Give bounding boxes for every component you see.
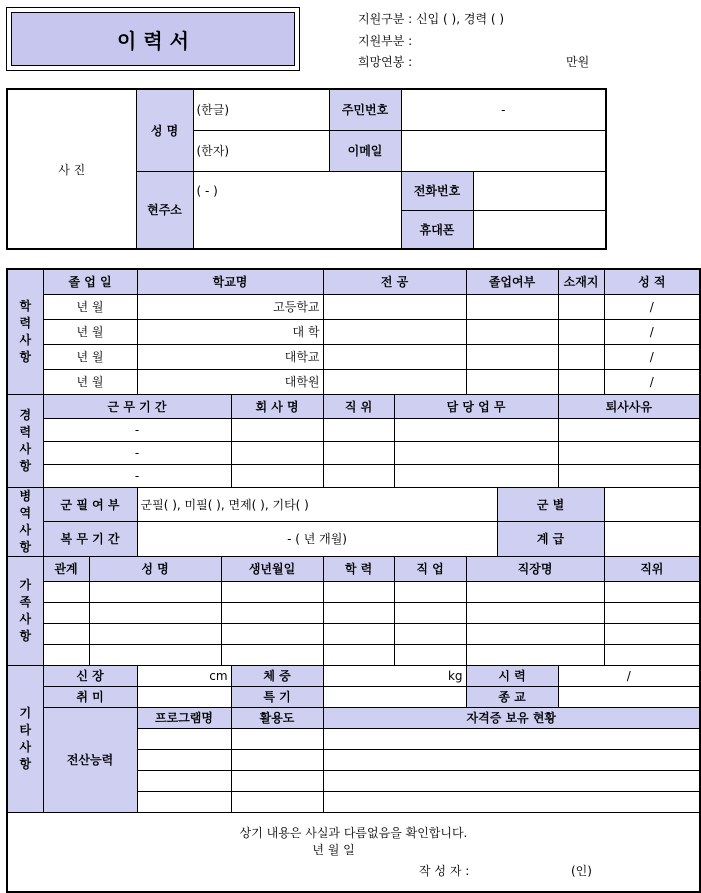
religion-label: 종 교	[466, 686, 558, 707]
usage-cell[interactable]	[231, 770, 323, 791]
career-company-2[interactable]	[231, 464, 323, 487]
family-cell[interactable]	[221, 602, 323, 623]
edu-major-1[interactable]	[323, 319, 466, 344]
edu-header-location: 소재지	[558, 269, 604, 294]
edu-status-2[interactable]	[466, 344, 558, 369]
education-section-label: 학 력 사 항	[19, 298, 32, 364]
career-header-duty: 담 당 업 무	[394, 394, 558, 418]
family-cell[interactable]	[89, 602, 221, 623]
edu-header-date: 졸 업 일	[43, 269, 137, 294]
family-cell[interactable]	[394, 644, 466, 665]
hanja-field[interactable]: (한자)	[193, 130, 329, 171]
edu-header-school: 학교명	[137, 269, 323, 294]
career-duty-1[interactable]	[394, 441, 558, 464]
military-rank-field[interactable]	[604, 522, 700, 557]
edu-grade-0[interactable]: /	[604, 294, 700, 319]
career-position-0[interactable]	[323, 418, 394, 441]
edu-status-3[interactable]	[466, 369, 558, 394]
family-cell[interactable]	[604, 623, 700, 644]
phone-field[interactable]	[473, 171, 606, 210]
edu-date-1[interactable]: 년 월	[43, 319, 137, 344]
edu-status-0[interactable]	[466, 294, 558, 319]
edu-grade-1[interactable]: /	[604, 319, 700, 344]
family-cell[interactable]	[604, 602, 700, 623]
military-branch-field[interactable]	[604, 487, 700, 522]
family-header-birth: 생년월일	[221, 556, 323, 581]
vision-label: 시 력	[466, 665, 558, 686]
family-cell[interactable]	[466, 644, 604, 665]
cert-header: 자격증 보유 현황	[323, 707, 700, 728]
other-section-label: 기 타 사 항	[19, 705, 32, 771]
salary-unit: 만원	[566, 55, 590, 69]
usage-cell[interactable]	[231, 791, 323, 812]
career-duty-0[interactable]	[394, 418, 558, 441]
family-cell[interactable]	[43, 644, 89, 665]
edu-grade-2[interactable]: /	[604, 344, 700, 369]
family-cell[interactable]	[221, 581, 323, 602]
cert-cell[interactable]	[323, 749, 700, 770]
mobile-label: 휴대폰	[401, 210, 473, 249]
history-table	[6, 268, 701, 893]
personal-table	[6, 88, 607, 250]
program-cell[interactable]	[137, 770, 231, 791]
career-reason-2[interactable]	[558, 464, 700, 487]
hangul-field[interactable]: (한글)	[193, 89, 329, 130]
program-header: 프로그램명	[137, 707, 231, 728]
address-label: 현주소	[136, 171, 193, 249]
edu-school-0[interactable]: 고등학교	[137, 294, 323, 319]
career-section	[7, 394, 43, 487]
family-cell[interactable]	[323, 644, 394, 665]
military-section	[7, 487, 43, 556]
edu-school-2[interactable]: 대학교	[137, 344, 323, 369]
family-header-name: 성 명	[89, 556, 221, 581]
seal-mark: (인)	[571, 863, 592, 878]
family-cell[interactable]	[323, 623, 394, 644]
edu-date-3[interactable]: 년 월	[43, 369, 137, 394]
family-cell[interactable]	[323, 581, 394, 602]
family-cell[interactable]	[466, 581, 604, 602]
edu-grade-3[interactable]: /	[604, 369, 700, 394]
family-cell[interactable]	[221, 623, 323, 644]
family-cell[interactable]	[394, 581, 466, 602]
page-title: 이 력 서	[11, 12, 295, 66]
career-header-period: 근 무 기 간	[43, 394, 231, 418]
military-status-field[interactable]: 군필( ), 미필( ), 면제( ), 기타( )	[137, 487, 497, 522]
it-skill-label: 전산능력	[43, 707, 137, 812]
family-cell[interactable]	[89, 644, 221, 665]
program-cell[interactable]	[137, 728, 231, 749]
education-section	[7, 269, 43, 394]
rrn-field[interactable]: -	[401, 89, 606, 130]
career-position-1[interactable]	[323, 441, 394, 464]
military-rank-label: 계 급	[497, 522, 604, 557]
rrn-label: 주민번호	[329, 89, 401, 130]
hobby-field[interactable]	[137, 686, 231, 707]
apply-type: 지원구분 : 신입 ( ), 경력 ( )	[358, 12, 505, 26]
family-cell[interactable]	[221, 644, 323, 665]
usage-header: 활용도	[231, 707, 323, 728]
edu-school-3[interactable]: 대학원	[137, 369, 323, 394]
vision-field[interactable]: /	[558, 665, 700, 686]
family-cell[interactable]	[89, 581, 221, 602]
title-box	[6, 7, 300, 71]
military-period-field[interactable]: - ( 년 개월)	[137, 522, 497, 557]
edu-header-major: 전 공	[323, 269, 466, 294]
photo-cell: 사 진	[7, 89, 136, 249]
career-position-2[interactable]	[323, 464, 394, 487]
name-label: 성 명	[136, 89, 193, 171]
career-reason-0[interactable]	[558, 418, 700, 441]
family-header-workplace: 직장명	[466, 556, 604, 581]
career-header-position: 직 위	[323, 394, 394, 418]
family-cell[interactable]	[604, 644, 700, 665]
career-company-1[interactable]	[231, 441, 323, 464]
edu-school-1[interactable]: 대 학	[137, 319, 323, 344]
career-duty-2[interactable]	[394, 464, 558, 487]
phone-label: 전화번호	[401, 171, 473, 210]
family-cell[interactable]	[323, 602, 394, 623]
program-cell[interactable]	[137, 749, 231, 770]
family-cell[interactable]	[43, 581, 89, 602]
edu-location-1[interactable]	[558, 319, 604, 344]
confirm-text: 상기 내용은 사실과 다름없음을 확인합니다.	[239, 825, 468, 840]
family-cell[interactable]	[604, 581, 700, 602]
family-section-label: 가 족 사 항	[19, 577, 32, 643]
date-line: 년 월 일	[312, 842, 355, 857]
program-cell[interactable]	[137, 791, 231, 812]
other-section	[7, 665, 43, 812]
edu-major-3[interactable]	[323, 369, 466, 394]
family-section	[7, 556, 43, 665]
mobile-field[interactable]	[473, 210, 606, 249]
family-cell[interactable]	[394, 602, 466, 623]
military-section-label: 병 역 사 항	[19, 488, 32, 554]
skill-field[interactable]	[323, 686, 466, 707]
cert-cell[interactable]	[323, 728, 700, 749]
family-header-position: 직위	[604, 556, 700, 581]
family-cell[interactable]	[466, 623, 604, 644]
career-header-reason: 퇴사사유	[558, 394, 700, 418]
cert-cell[interactable]	[323, 791, 700, 812]
email-label: 이메일	[329, 130, 401, 171]
usage-cell[interactable]	[231, 749, 323, 770]
height-label: 신 장	[43, 665, 137, 686]
edu-date-2[interactable]: 년 월	[43, 344, 137, 369]
military-period-label: 복 무 기 간	[43, 522, 137, 557]
hobby-label: 취 미	[43, 686, 137, 707]
family-cell[interactable]	[89, 623, 221, 644]
family-header-job: 직 업	[394, 556, 466, 581]
edu-status-1[interactable]	[466, 319, 558, 344]
skill-label: 특 기	[231, 686, 323, 707]
military-branch-label: 군 별	[497, 487, 604, 522]
career-reason-1[interactable]	[558, 441, 700, 464]
writer-label: 작 성 자 :	[419, 863, 470, 878]
military-status-label: 군 필 여 부	[43, 487, 137, 522]
cert-cell[interactable]	[323, 770, 700, 791]
family-header-relation: 관계	[43, 556, 89, 581]
edu-major-2[interactable]	[323, 344, 466, 369]
email-field[interactable]	[401, 130, 606, 171]
edu-header-grade: 성 적	[604, 269, 700, 294]
religion-field[interactable]	[558, 686, 700, 707]
edu-header-status: 졸업여부	[466, 269, 558, 294]
career-section-label: 경 력 사 항	[19, 407, 32, 473]
career-company-0[interactable]	[231, 418, 323, 441]
address-field[interactable]: ( - )	[193, 171, 401, 249]
edu-major-0[interactable]	[323, 294, 466, 319]
career-period-0[interactable]: -	[43, 418, 231, 441]
family-cell[interactable]	[466, 602, 604, 623]
career-period-2[interactable]: -	[43, 464, 231, 487]
edu-location-2[interactable]	[558, 344, 604, 369]
family-header-education: 학 력	[323, 556, 394, 581]
apply-salary: 희망연봉 :	[358, 55, 413, 69]
confirmation-cell	[7, 812, 700, 892]
height-field[interactable]: cm	[137, 665, 231, 686]
weight-label: 체 중	[231, 665, 323, 686]
family-cell[interactable]	[43, 623, 89, 644]
apply-dept: 지원부분 :	[358, 34, 413, 48]
family-cell[interactable]	[43, 602, 89, 623]
edu-location-0[interactable]	[558, 294, 604, 319]
edu-location-3[interactable]	[558, 369, 604, 394]
career-period-1[interactable]: -	[43, 441, 231, 464]
career-header-company: 회 사 명	[231, 394, 323, 418]
edu-date-0[interactable]: 년 월	[43, 294, 137, 319]
weight-field[interactable]: kg	[323, 665, 466, 686]
family-cell[interactable]	[394, 623, 466, 644]
usage-cell[interactable]	[231, 728, 323, 749]
